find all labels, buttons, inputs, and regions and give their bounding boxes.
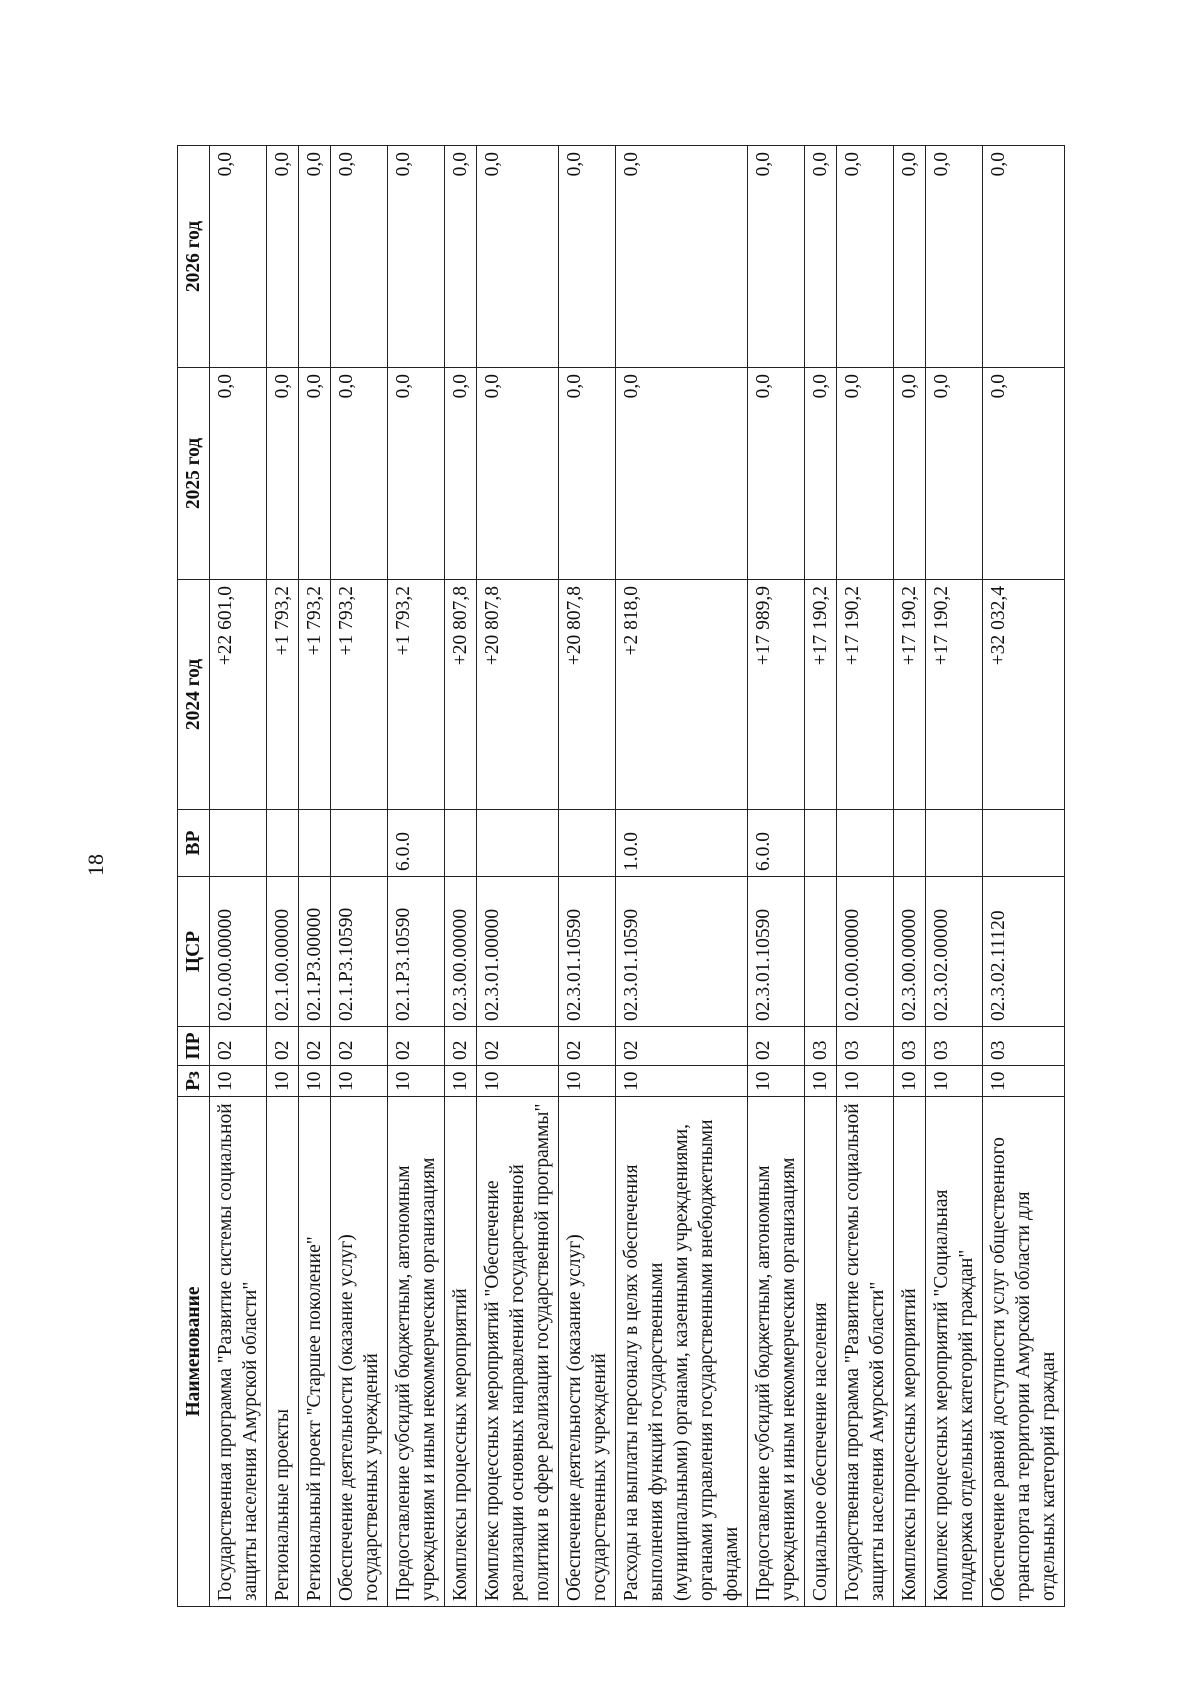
cell-name: Обеспечение деятельности (оказание услуг) государственных учреждений — [559, 1097, 616, 1607]
cell-y2026: 0,0 — [299, 146, 331, 368]
cell-y2026: 0,0 — [210, 146, 267, 368]
cell-y2026: 0,0 — [805, 146, 837, 368]
cell-y2025: 0,0 — [983, 368, 1065, 580]
cell-y2025: 0,0 — [837, 368, 894, 580]
cell-y2025: 0,0 — [894, 368, 926, 580]
cell-vr — [983, 810, 1065, 877]
cell-csr — [805, 877, 837, 1027]
cell-vr — [299, 810, 331, 877]
cell-y2026: 0,0 — [926, 146, 983, 368]
table-row — [299, 146, 331, 1607]
cell-rz: 10 — [926, 1066, 983, 1097]
cell-pr: 02 — [210, 1027, 267, 1066]
cell-vr — [837, 810, 894, 877]
cell-rz: 10 — [616, 1066, 748, 1097]
header-rz: Рз — [178, 1066, 210, 1097]
cell-y2025: 0,0 — [477, 368, 559, 580]
cell-rz: 10 — [331, 1066, 388, 1097]
cell-y2024: +17 190,2 — [805, 580, 837, 810]
cell-name: Государственная программа "Развитие системы социальной защиты населения Амурской области" — [837, 1097, 894, 1607]
cell-y2024: +22 601,0 — [210, 580, 267, 810]
cell-rz: 10 — [894, 1066, 926, 1097]
cell-csr: 02.3.00.00000 — [445, 877, 477, 1027]
cell-csr: 02.3.02.11120 — [983, 877, 1065, 1027]
cell-pr: 03 — [926, 1027, 983, 1066]
cell-y2026: 0,0 — [894, 146, 926, 368]
table-row — [837, 146, 894, 1607]
cell-vr — [210, 810, 267, 877]
table-row — [805, 146, 837, 1607]
cell-pr: 02 — [299, 1027, 331, 1066]
cell-y2024: +32 032,4 — [983, 580, 1065, 810]
cell-name: Социальное обеспечение населения — [805, 1097, 837, 1607]
table-row — [894, 146, 926, 1607]
header-csr: ЦСР — [178, 877, 210, 1027]
cell-y2024: +1 793,2 — [299, 580, 331, 810]
budget-table — [177, 145, 1065, 1607]
cell-y2025: 0,0 — [748, 368, 805, 580]
cell-rz: 10 — [388, 1066, 445, 1097]
cell-y2024: +20 807,8 — [477, 580, 559, 810]
table-row — [983, 146, 1065, 1607]
cell-pr: 02 — [477, 1027, 559, 1066]
cell-rz: 10 — [983, 1066, 1065, 1097]
cell-y2024: +17 190,2 — [926, 580, 983, 810]
cell-pr: 02 — [616, 1027, 748, 1066]
table-body — [210, 146, 1065, 1607]
cell-y2025: 0,0 — [805, 368, 837, 580]
cell-y2026: 0,0 — [477, 146, 559, 368]
cell-y2026: 0,0 — [837, 146, 894, 368]
cell-name: Комплекс процессных мероприятий "Обеспечение реализации основных направлений государственной политики в сфере реализации государственной программы" — [477, 1097, 559, 1607]
cell-y2024: +1 793,2 — [388, 580, 445, 810]
cell-y2024: +1 793,2 — [331, 580, 388, 810]
cell-pr: 03 — [983, 1027, 1065, 1066]
cell-pr: 02 — [331, 1027, 388, 1066]
cell-rz: 10 — [559, 1066, 616, 1097]
cell-y2026: 0,0 — [331, 146, 388, 368]
cell-y2026: 0,0 — [559, 146, 616, 368]
header-2026: 2026 год — [178, 146, 210, 368]
cell-y2024: +17 190,2 — [837, 580, 894, 810]
cell-csr: 02.3.01.10590 — [559, 877, 616, 1027]
cell-y2025: 0,0 — [331, 368, 388, 580]
cell-y2025: 0,0 — [267, 368, 299, 580]
table-row — [445, 146, 477, 1607]
cell-name: Комплексы процессных мероприятий — [894, 1097, 926, 1607]
table-row — [210, 146, 267, 1607]
cell-y2025: 0,0 — [926, 368, 983, 580]
table-row — [748, 146, 805, 1607]
cell-name: Предоставление субсидий бюджетным, автономным учреждениям и иным некоммерческим организациям — [388, 1097, 445, 1607]
header-name: Наименование — [178, 1097, 210, 1607]
cell-y2025: 0,0 — [559, 368, 616, 580]
cell-name: Обеспечение равной доступности услуг общественного транспорта на территории Амурской области для отдельных категорий граждан — [983, 1097, 1065, 1607]
cell-csr: 02.1.00.00000 — [267, 877, 299, 1027]
cell-y2026: 0,0 — [748, 146, 805, 368]
cell-csr: 02.3.01.10590 — [748, 877, 805, 1027]
cell-rz: 10 — [837, 1066, 894, 1097]
cell-vr — [445, 810, 477, 877]
header-2024: 2024 год — [178, 580, 210, 810]
header-vr: ВР — [178, 810, 210, 877]
cell-csr: 02.0.00.00000 — [210, 877, 267, 1027]
cell-vr — [477, 810, 559, 877]
cell-y2026: 0,0 — [983, 146, 1065, 368]
cell-y2024: +1 793,2 — [267, 580, 299, 810]
cell-y2026: 0,0 — [616, 146, 748, 368]
table-row — [388, 146, 445, 1607]
cell-vr: 6.0.0 — [748, 810, 805, 877]
cell-y2025: 0,0 — [616, 368, 748, 580]
cell-pr: 02 — [388, 1027, 445, 1066]
cell-pr: 02 — [445, 1027, 477, 1066]
cell-pr: 02 — [559, 1027, 616, 1066]
page-number: 18 — [83, 854, 108, 876]
cell-y2024: +2 818,0 — [616, 580, 748, 810]
cell-pr: 03 — [837, 1027, 894, 1066]
cell-name: Предоставление субсидий бюджетным, автономным учреждениям и иным некоммерческим организациям — [748, 1097, 805, 1607]
cell-y2025: 0,0 — [299, 368, 331, 580]
cell-csr: 02.0.00.00000 — [837, 877, 894, 1027]
cell-csr: 02.3.00.00000 — [894, 877, 926, 1027]
cell-name: Комплексы процессных мероприятий — [445, 1097, 477, 1607]
cell-y2024: +20 807,8 — [445, 580, 477, 810]
cell-vr — [331, 810, 388, 877]
cell-csr: 02.3.01.10590 — [616, 877, 748, 1027]
table-row — [616, 146, 748, 1607]
table-row — [926, 146, 983, 1607]
cell-csr: 02.1.P3.00000 — [299, 877, 331, 1027]
cell-csr: 02.1.P3.10590 — [331, 877, 388, 1027]
cell-y2026: 0,0 — [445, 146, 477, 368]
cell-csr: 02.1.P3.10590 — [388, 877, 445, 1027]
cell-vr — [805, 810, 837, 877]
cell-csr: 02.3.01.00000 — [477, 877, 559, 1027]
table-row — [559, 146, 616, 1607]
cell-vr — [559, 810, 616, 877]
cell-rz: 10 — [210, 1066, 267, 1097]
cell-pr: 02 — [748, 1027, 805, 1066]
cell-vr — [926, 810, 983, 877]
header-pr: ПР — [178, 1027, 210, 1066]
cell-vr — [267, 810, 299, 877]
cell-csr: 02.3.02.00000 — [926, 877, 983, 1027]
cell-name: Региональные проекты — [267, 1097, 299, 1607]
cell-y2024: +17 989,9 — [748, 580, 805, 810]
cell-rz: 10 — [477, 1066, 559, 1097]
cell-pr: 03 — [894, 1027, 926, 1066]
cell-y2026: 0,0 — [267, 146, 299, 368]
cell-rz: 10 — [445, 1066, 477, 1097]
cell-vr — [894, 810, 926, 877]
cell-vr: 1.0.0 — [616, 810, 748, 877]
cell-pr: 03 — [805, 1027, 837, 1066]
table-row — [267, 146, 299, 1607]
cell-y2025: 0,0 — [210, 368, 267, 580]
cell-rz: 10 — [805, 1066, 837, 1097]
cell-vr: 6.0.0 — [388, 810, 445, 877]
header-2025: 2025 год — [178, 368, 210, 580]
cell-name: Комплекс процессных мероприятий "Социальная поддержка отдельных категорий граждан" — [926, 1097, 983, 1607]
rotated-table-wrapper — [177, 146, 1074, 1607]
cell-rz: 10 — [748, 1066, 805, 1097]
cell-y2024: +17 190,2 — [894, 580, 926, 810]
cell-name: Государственная программа "Развитие системы социальной защиты населения Амурской области" — [210, 1097, 267, 1607]
table-row — [331, 146, 388, 1607]
cell-y2025: 0,0 — [388, 368, 445, 580]
table-row — [477, 146, 559, 1607]
cell-y2026: 0,0 — [388, 146, 445, 368]
cell-rz: 10 — [299, 1066, 331, 1097]
cell-y2025: 0,0 — [445, 368, 477, 580]
cell-name: Обеспечение деятельности (оказание услуг) государственных учреждений — [331, 1097, 388, 1607]
cell-y2024: +20 807,8 — [559, 580, 616, 810]
cell-pr: 02 — [267, 1027, 299, 1066]
cell-rz: 10 — [267, 1066, 299, 1097]
cell-name: Расходы на выплаты персоналу в целях обеспечения выполнения функций государственными (муниципальными) органами, казенными учреждениями, органами управления государственными внебюджетными фондами — [616, 1097, 748, 1607]
table-header-row — [178, 146, 210, 1607]
cell-name: Региональный проект "Старшее поколение" — [299, 1097, 331, 1607]
